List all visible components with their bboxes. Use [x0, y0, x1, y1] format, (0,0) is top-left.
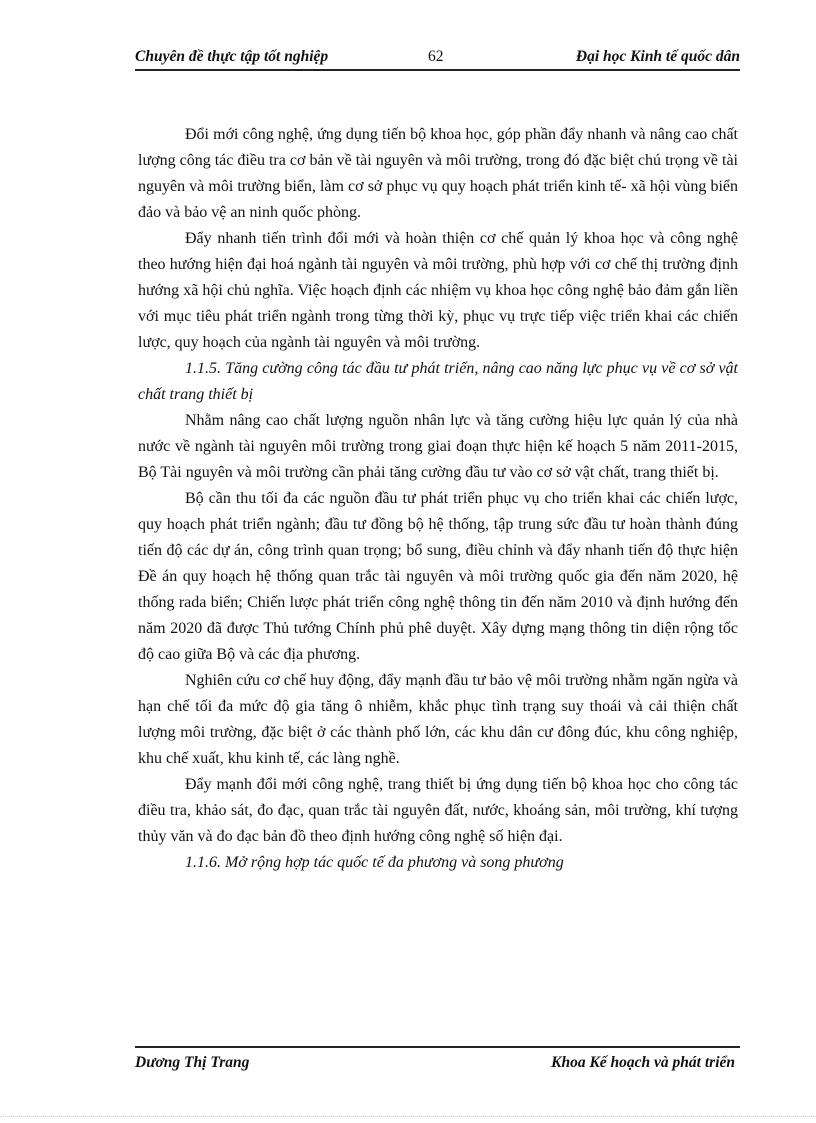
footer-author: Dương Thị Trang [135, 1054, 250, 1071]
paragraph: Nghiên cứu cơ chế huy động, đẩy mạnh đầu tư bảo vệ môi trường nhằm ngăn ngừa và hạn chế tối đa mức độ gia tăng ô nhiễm, khắc phục tình trạng suy thoái và cải thiện chất lượng môi trường, đặc biệt ở các thành phố lớn, các khu dân cư đông đúc, khu công nghiệp, khu chế xuất, khu kinh tế, các làng nghề. [138, 672, 738, 767]
section-heading-1-1-6: 1.1.6. Mở rộng hợp tác quốc tế đa phương và song phương [185, 854, 564, 871]
header-divider [135, 69, 740, 71]
paragraph: Nhằm nâng cao chất lượng nguồn nhân lực và tăng cường hiệu lực quản lý của nhà nước về ngành tài nguyên môi trường trong giai đoạn thực hiện kế hoạch 5 năm 2011-2015, Bộ Tài nguyên và môi trường cần phải tăng cường đầu tư vào cơ sở vật chất, trang thiết bị. [138, 412, 738, 481]
document-body [138, 122, 738, 876]
footer-divider [135, 1046, 740, 1048]
header-document-title: Chuyên đề thực tập tốt nghiệp [135, 48, 329, 65]
page-header [135, 48, 740, 70]
paragraph: Đẩy nhanh tiến trình đổi mới và hoàn thiện cơ chế quản lý khoa học và công nghệ theo hướng hiện đại hoá ngành tài nguyên và môi trường, phù hợp với cơ chế thị trường định hướng xã hội chủ nghĩa. Việc hoạch định các nhiệm vụ khoa học công nghệ bảo đảm gắn liền với mục tiêu phát triển ngành trong từng thời kỳ, phục vụ trực tiếp việc triển khai các chiến lược, quy hoạch của ngành tài nguyên và môi trường. [138, 230, 738, 351]
paragraph: Bộ cần thu tối đa các nguồn đầu tư phát triển phục vụ cho triển khai các chiến lược, quy hoạch phát triển ngành; đầu tư đồng bộ hệ thống, tập trung sức đầu tư hoàn thành đúng tiến độ các dự án, công trình quan trọng; bổ sung, điều chỉnh và đẩy nhanh tiến độ thực hiện Đề án quy hoạch hệ thống quan trắc tài nguyên và môi trường quốc gia đến năm 2020, hệ thống rada biển; Chiến lược phát triển công nghệ thông tin đến năm 2010 và định hướng đến năm 2020 đã được Thủ tướng Chính phủ phê duyệt. Xây dựng mạng thông tin diện rộng tốc độ cao giữa Bộ và các địa phương. [138, 490, 738, 663]
header-university: Đại học Kinh tế quốc dân [575, 48, 740, 65]
page-bottom-border [0, 1116, 816, 1117]
footer-faculty: Khoa Kế hoạch và phát triển [551, 1054, 735, 1071]
section-heading-1-1-5: 1.1.5. Tăng cường công tác đầu tư phát triển, nâng cao năng lực phục vụ về cơ sở vật chất trang thiết bị [138, 360, 738, 403]
paragraph: Đổi mới công nghệ, ứng dụng tiến bộ khoa học, góp phần đẩy nhanh và nâng cao chất lượng công tác điều tra cơ bản về tài nguyên và môi trường, trong đó đặc biệt chú trọng về tài nguyên và môi trường biển, làm cơ sở phục vụ quy hoạch phát triển kinh tế- xã hội vùng biển đảo và bảo vệ an ninh quốc phòng. [138, 126, 738, 221]
paragraph: Đẩy mạnh đổi mới công nghệ, trang thiết bị ứng dụng tiến bộ khoa học cho công tác điều tra, khảo sát, đo đạc, quan trắc tài nguyên đất, nước, khoáng sản, môi trường, khí tượng thủy văn và đo đạc bản đồ theo định hướng công nghệ số hiện đại. [138, 776, 738, 845]
page-footer [135, 1054, 735, 1076]
header-page-number: 62 [428, 48, 444, 65]
